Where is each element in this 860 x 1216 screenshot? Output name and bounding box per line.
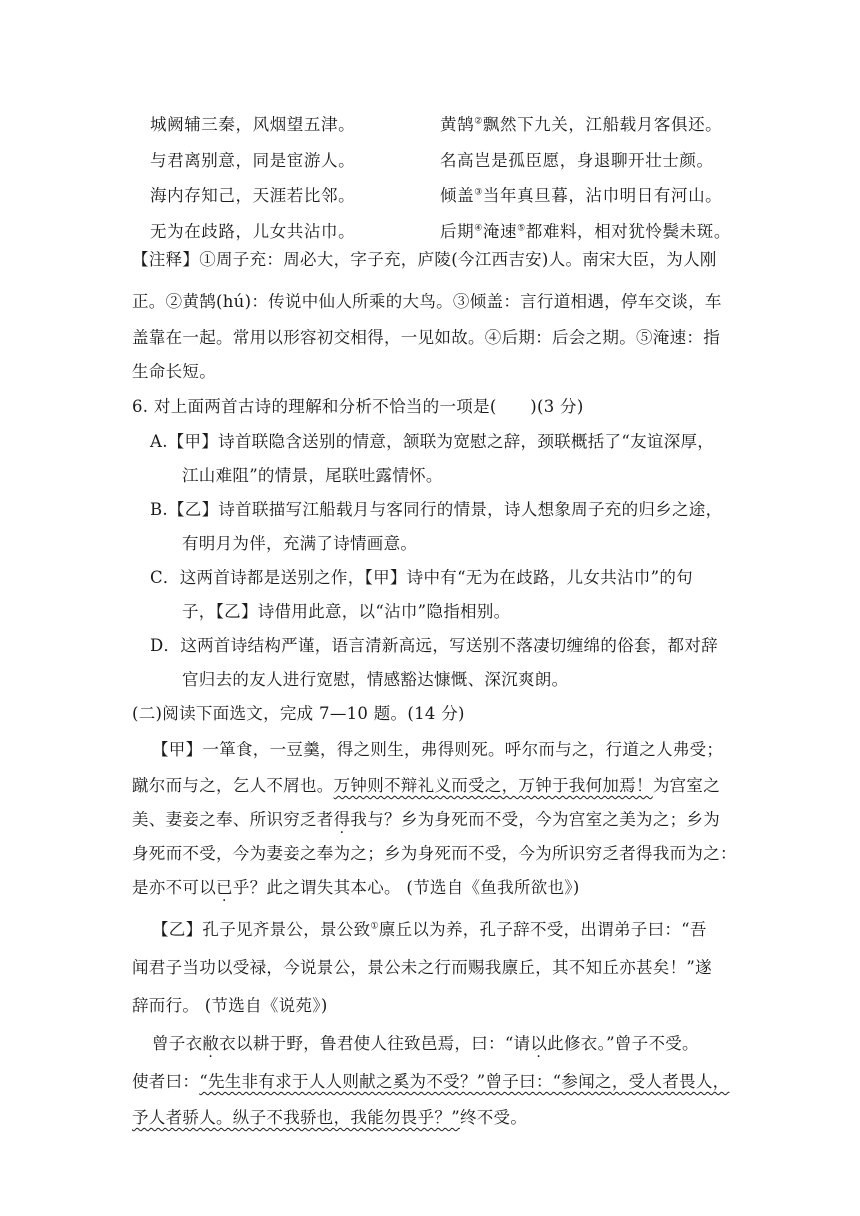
passage-a-line-4: 身死而不受，今为妻妾之奉为之；乡为身死而不受，今为所识穷乏者得我而为之： xyxy=(132,844,737,863)
text: 飘然下九关，江船载月客俱还。 xyxy=(482,115,723,134)
poem-b-line-2 xyxy=(440,147,714,171)
option-d-line-2: 官归去的友人进行宽慰，情感豁达慷慨、深沉爽朗。 xyxy=(182,670,569,689)
footnote-marker: ④ xyxy=(474,223,483,234)
text: 蹴尔而与之，乞人不屑也。 xyxy=(132,776,334,795)
text: 黄鹄 xyxy=(440,115,475,134)
text: 我与？乡为身死而不受，今为宫室之美为之；乡为 xyxy=(350,810,721,829)
option-c-line-2: 子，【乙】诗借用此意，以“沾巾”隐指相别。 xyxy=(182,602,511,621)
underlined-sentence: 予人者骄人。纵子不我骄也，我能勿畏乎？” xyxy=(132,1108,460,1127)
passage-b-line-3: 辞而行。 (节选自《说苑》) xyxy=(132,996,328,1015)
question-6-stem: 6. 对上面两首古诗的理解和分析不恰当的一项是( )(3 分) xyxy=(132,397,584,416)
text: 美、妻妾之奉、所识穷乏者 xyxy=(132,810,334,829)
footnote-marker: ① xyxy=(370,921,379,932)
text: 倾盖 xyxy=(440,186,475,205)
footnote-marker: ⑤ xyxy=(517,223,526,234)
notes-line-1: 【注释】①周子充：周必大，字子充，庐陵(今江西吉安)人。南宋大臣，为人刚 xyxy=(132,250,717,269)
poem-a-line-4: 无为在歧路，儿女共沾巾。 xyxy=(150,222,356,241)
passage-a-line-2 xyxy=(132,772,732,796)
option-a-line-1: A.【甲】诗首联隐含送别的情意，颔联为宽慰之辞，颈联概括了“友谊深厚， xyxy=(150,432,715,451)
dotted-character: 得 xyxy=(333,810,351,829)
text: 廪丘以为养，孔子辞不受，出谓弟子曰：“吾 xyxy=(378,920,707,939)
poem-a-line-1: 城阙辅三秦，风烟望五津。 xyxy=(150,115,356,134)
underlined-sentence: “先生非有求于人人则献之奚为不受？” xyxy=(199,1072,486,1091)
passage-a-line-3 xyxy=(132,806,732,830)
underlined-sentence: 万钟则不辩礼义而受之，万钟于我何加焉！ xyxy=(333,776,653,795)
option-b-line-2: 有明月为伴，充满了诗情画意。 xyxy=(182,534,418,553)
passage-b-line-1 xyxy=(152,916,752,940)
poem-b-line-3 xyxy=(440,182,722,206)
text: 都难料，相对犹怜鬓未斑。 xyxy=(525,222,731,241)
dotted-character: 敝 xyxy=(202,1034,220,1053)
text: 是亦不可以 xyxy=(132,878,216,897)
text: 使者曰： xyxy=(132,1072,200,1091)
text: 曾子衣 xyxy=(152,1034,203,1053)
text: 衣以耕于野，鲁君使人往致邑焉，曰：“请 xyxy=(219,1034,531,1053)
passage-b-line-2: 闻君子当功以受禄，今说景公，景公未之行而赐我廪丘，其不知丘亦甚矣！”遂 xyxy=(132,958,712,977)
option-c-line-1: C．这两首诗都是送别之作，【甲】诗中有“无为在歧路，儿女共沾巾”的句 xyxy=(150,568,693,587)
poem-a-line-3: 海内存知己，天涯若比邻。 xyxy=(150,186,356,205)
notes-line-2: 正。②黄鹄(hú)：传说中仙人所乘的大鸟。③倾盖：言行道相遇，停车交谈，车 xyxy=(132,292,722,311)
footnote-marker: ② xyxy=(474,116,483,127)
text: 此修衣。”曾子不受。 xyxy=(547,1034,699,1053)
option-a-line-2: 江山难阻”的情景，尾联吐露情怀。 xyxy=(182,466,443,485)
text: 【乙】孔子见齐景公，景公致 xyxy=(152,920,371,939)
poem-b-line-1 xyxy=(440,111,722,135)
text: 为宫室之 xyxy=(652,776,721,795)
dotted-character: 以 xyxy=(530,1034,548,1053)
passage-b-line-4 xyxy=(152,1030,752,1054)
passage-b-line-6 xyxy=(132,1104,732,1128)
section-2-heading: (二)阅读下面选文，完成 7—10 题。(14 分) xyxy=(132,704,465,723)
dotted-character: 已 xyxy=(216,878,233,897)
text: 乎？此之谓失其本心。 (节选自《鱼我所欲也》) xyxy=(232,878,580,897)
option-b-line-1: B.【乙】诗首联描写江船载月与客同行的情景，诗人想象周子充的归乡之途， xyxy=(150,500,723,519)
poem-b-line-4 xyxy=(440,218,731,242)
text: 当年真旦暮，沾巾明日有河山。 xyxy=(482,186,723,205)
text: 名高岂是孤臣愿，身退聊开壮士颜。 xyxy=(440,151,714,170)
passage-a-line-5 xyxy=(132,874,732,898)
footnote-marker: ③ xyxy=(474,187,483,198)
passage-a-line-1: 【甲】一箪食，一豆羹，得之则生，弗得则死。呼尔而与之，行道之人弗受； xyxy=(152,740,724,759)
text: 终不受。 xyxy=(459,1108,528,1127)
notes-line-4: 生命长短。 xyxy=(132,362,216,381)
text: 淹速 xyxy=(482,222,518,241)
passage-b-line-5 xyxy=(132,1068,732,1092)
poem-a-line-2: 与君离别意，同是宦游人。 xyxy=(150,151,356,170)
option-d-line-1: D．这两首诗结构严谨，语言清新高远，写送别不落凄切缠绵的俗套，都对辞 xyxy=(150,636,718,655)
text: 后期 xyxy=(440,222,475,241)
notes-line-3: 盖靠在一起。常用以形容初交相得，一见如故。④后期：后会之期。⑤淹速：指 xyxy=(132,328,720,347)
underlined-sentence: 曾子曰：“参闻之，受人者畏人， xyxy=(485,1072,730,1091)
